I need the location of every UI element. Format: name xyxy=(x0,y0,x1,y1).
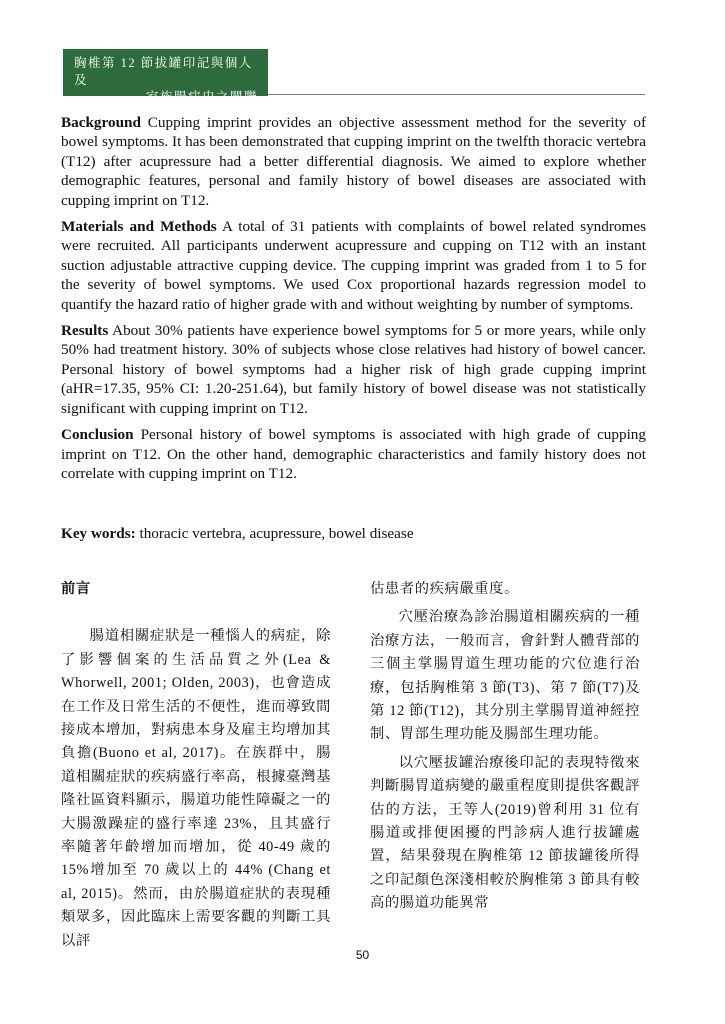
abstract-conclusion xyxy=(61,425,646,483)
body-column-right xyxy=(370,578,640,916)
running-header-line1: 胸椎第 12 節拔罐印記與個人及 xyxy=(74,56,253,87)
body-paragraph: 穴壓治療為診治腸道相關疾病的一種治療方法，一般而言，會針對人體背部的三個主掌腸胃道生理功能的穴位進行治療，包括胸椎第 3 節(T3)、第 7 節(T7)及第 12 節(T12)，其分別主掌腸胃道神經控制、胃部生理功能及腸部生理功能。 xyxy=(370,609,640,743)
abstract-section-text: Cupping imprint provides an objective assessment method for the severity of bowel symptoms. It has been demonstrated that cupping imprint on the twelfth thoracic vertebra (T12) after acupressure had a better differential diagnosis. We aimed to explore whether demographic features, personal and family history of bowel diseases are associated with cupping imprint on T12. xyxy=(61,114,646,209)
abstract-section-label: Conclusion xyxy=(61,426,134,444)
section-heading: 前言 xyxy=(61,581,91,597)
abstract-section-label: Background xyxy=(61,114,141,131)
keywords-text: thoracic vertebra, acupressure, bowel disease xyxy=(135,525,414,542)
abstract-section-label: Results xyxy=(61,322,109,340)
body-paragraph-continued: 估患者的疾病嚴重度。 xyxy=(370,581,519,597)
abstract-section-text: Personal history of bowel symptoms is associated with high grade of cupping imprint on T12. On the other hand, demographic characteristics and family history does not correlate with cupping imprint on T12. xyxy=(61,426,646,482)
body-paragraph: 腸道相關症狀是一種惱人的病症，除了影響個案的生活品質之外(Lea & Whorwell, 2001; Olden, 2003)，也會造成在工作及日常生活的不便性，進而導致間接成本增加，對病患本身及雇主均增加其負擔(Buono et al, 2017)。在族群中，腸道相關症狀的疾病盛行率高，根據臺灣基隆社區資料顯示，腸道功能性障礙之一的大腸激躁症的盛行率達 23%，且其盛行率隨著年齡增加而增加，從 40-49 歲的 15%增加至 70 歲以上的 44% (Chang et al, 2015)。然而，由於腸道症狀的表現種類眾多，因此臨床上需要客觀的判斷工具以評 xyxy=(61,628,331,949)
english-abstract xyxy=(61,113,646,490)
abstract-section-label: Materials and Methods xyxy=(61,218,217,236)
keywords xyxy=(61,524,646,543)
abstract-results xyxy=(61,321,646,418)
abstract-section-text: A total of 31 patients with complaints of bowel related syndromes were recruited. All participants underwent acupressure and cupping on T12 with an instant suction adjustable attractive cupping device. The cupping imprint was graded from 1 to 5 for the severity of bowel symptoms. We used Cox proportional hazards regression model to quantify the hazard ratio of higher grade with and without weighting by number of symptoms. xyxy=(61,218,646,313)
header-rule xyxy=(268,94,645,95)
page-number: 50 xyxy=(355,948,370,962)
body-paragraph: 以穴壓拔罐治療後印記的表現特徵來判斷腸胃道病變的嚴重程度則提供客觀評估的方法，王等人(2019)曾利用 31 位有腸道或排便困擾的門診病人進行拔罐處置，結果發現在胸椎第 12 節拔罐後所得之印記顏色深淺相較於胸椎第 3 節具有較高的腸道功能異常 xyxy=(370,754,640,912)
abstract-methods xyxy=(61,217,646,314)
keywords-label: Key words: xyxy=(61,525,136,542)
abstract-section-text: About 30% patients have experience bowel symptoms for 5 or more years, while only 50% had treatment history. 30% of subjects whose close relatives had history of bowel cancer. Personal history of bowel symptoms had a higher risk of high grade cupping imprint (aHR=17.35, 95% CI: 1.20-251.64), but family history of bowel disease was not statistically significant with cupping imprint on T12. xyxy=(61,322,646,417)
body-column-left xyxy=(61,578,331,953)
running-header-line2: 家族腸病史之關聯 xyxy=(145,90,258,104)
running-header xyxy=(63,49,268,104)
abstract-background xyxy=(61,113,646,210)
